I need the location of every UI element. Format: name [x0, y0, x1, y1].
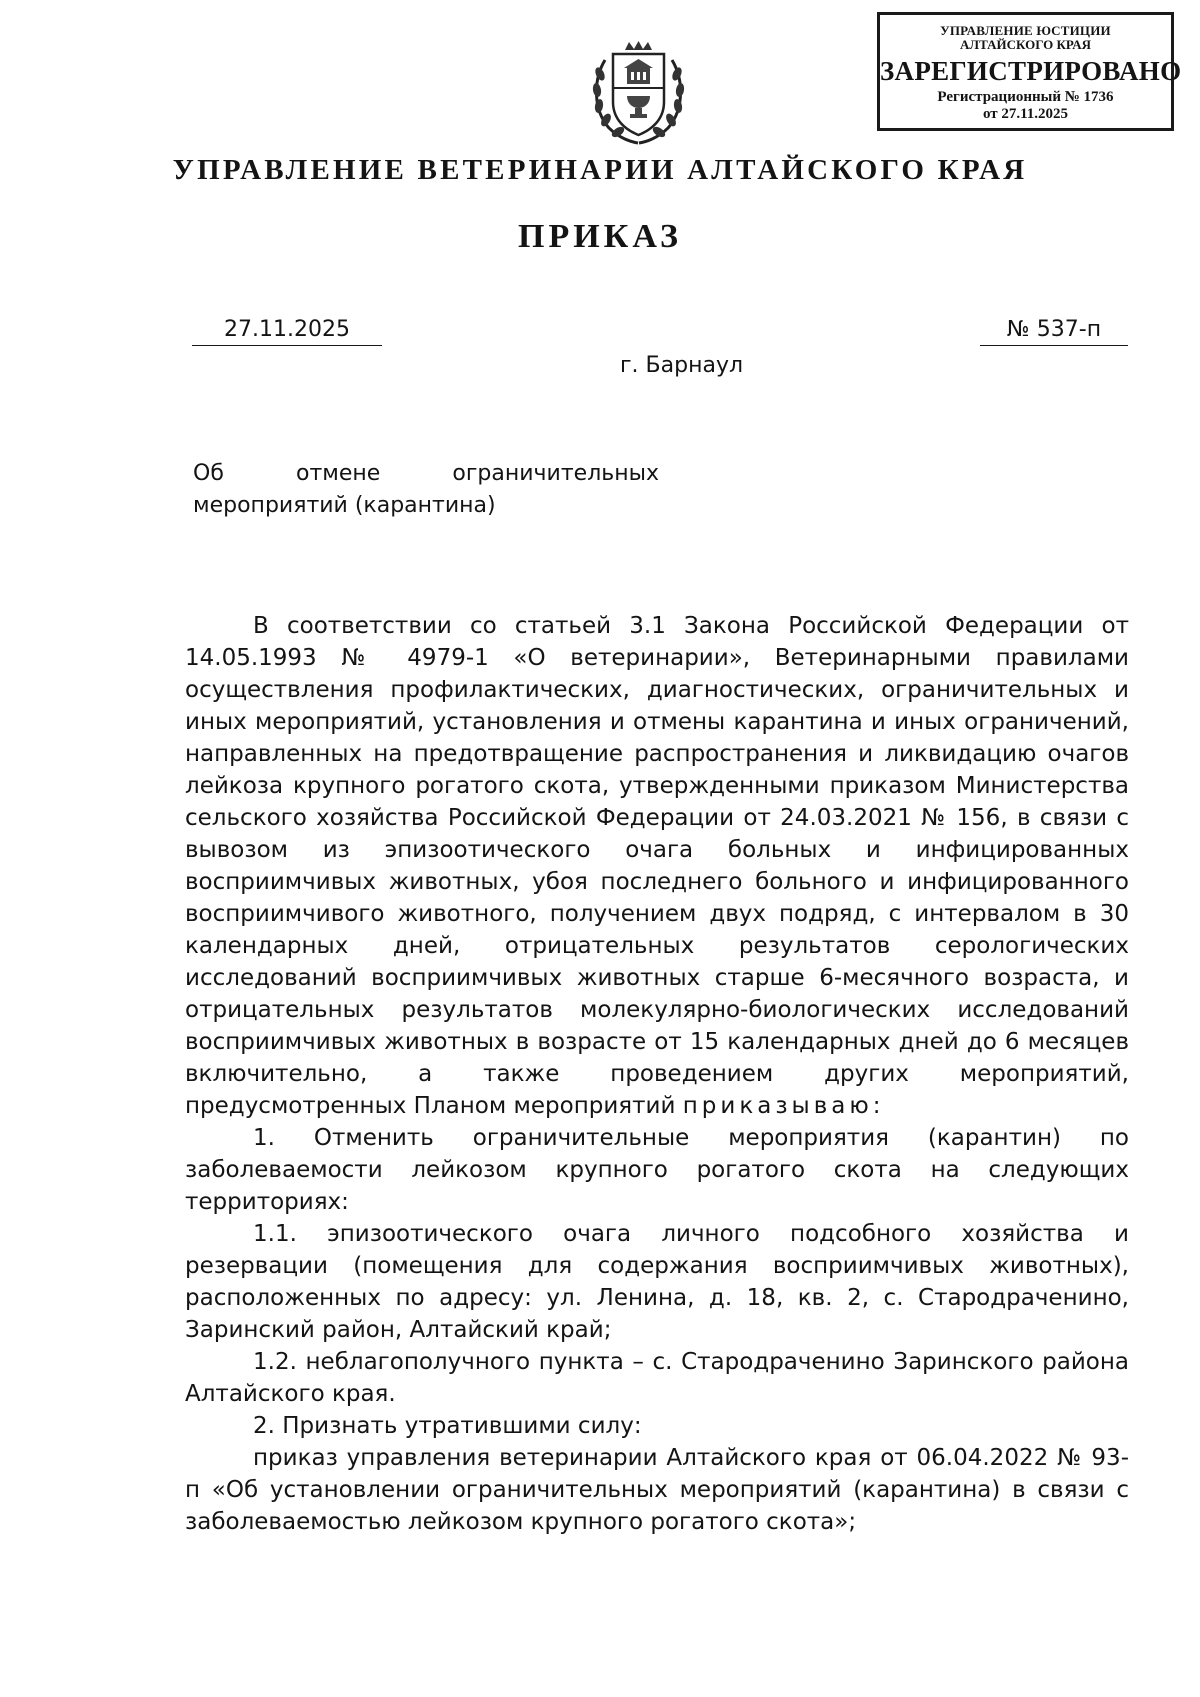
stamp-reg-number: Регистрационный № 1736	[937, 89, 1114, 105]
item-1-2: 1.2. неблагополучного пункта – с. Стародраченино Заринского района Алтайского края.	[185, 1349, 1129, 1407]
coat-of-arms-icon	[591, 40, 686, 146]
subject-line2: мероприятий (карантина)	[193, 493, 496, 518]
stamp-reg-date: от 27.11.2025	[982, 106, 1069, 122]
preamble-paragraph	[185, 610, 1129, 1122]
order-body	[185, 610, 1129, 1538]
stamp-authority-line2: АЛТАЙСКОГО КРАЯ	[960, 37, 1091, 52]
stamp-authority-line1: УПРАВЛЕНИЕ ЮСТИЦИИ	[940, 23, 1111, 38]
subject-word1: Об	[193, 461, 224, 486]
order-date: 27.11.2025	[192, 315, 382, 346]
agency-title: УПРАВЛЕНИЕ ВЕТЕРИНАРИИ АЛТАЙСКОГО КРАЯ	[172, 154, 1028, 186]
item-2-1: приказ управления ветеринарии Алтайского края от 06.04.2022 № 93-п «Об установлении ограничительных мероприятий (карантина) в связи с заболеваемостью лейкозом крупного рогатого скота»;	[185, 1445, 1129, 1535]
order-word: приказываю:	[682, 1093, 885, 1119]
subject-word3: ограничительных	[452, 461, 659, 486]
order-number: № 537-п	[980, 315, 1128, 346]
order-subject	[193, 458, 659, 522]
item-1: 1. Отменить ограничительные мероприятия (карантин) по заболеваемости лейкозом крупного рогатого скота на следующих территориях:	[185, 1125, 1129, 1215]
subject-word2: отмене	[295, 461, 381, 486]
item-1-1: 1.1. эпизоотического очага личного подсобного хозяйства и резервации (помещения для содержания восприимчивых животных), расположенных по адресу: ул. Ленина, д. 18, кв. 2, с. Стародраченино, Заринский район, Алтайский край;	[185, 1221, 1129, 1343]
order-city: г. Барнаул	[620, 353, 744, 378]
subject-line1	[193, 458, 659, 490]
document-type-title: ПРИКАЗ	[518, 218, 682, 255]
stamp-status: ЗАРЕГИСТРИРОВАНО	[880, 56, 1182, 86]
item-2: 2. Признать утратившими силу:	[253, 1413, 642, 1439]
preamble-text: В соответствии со статьей 3.1 Закона Российской Федерации от 14.05.1993 № 4979-1 «О ветеринарии», Ветеринарными правилами осуществления профилактических, диагностических, ограничительных и иных мероприятий, установления и отмены карантина и иных ограничений, направленных на предотвращение распространения и ликвидацию очагов лейкоза крупного рогатого скота, утвержденными приказом Министерства сельского хозяйства Российской Федерации от 24.03.2021 № 156, в связи с вывозом из эпизоотического очага больных и инфицированных восприимчивых животных, убоя последнего больного и инфицированного восприимчивого животного, получением двух подряд, с интервалом в 30 календарных дней, отрицательных результатов серологических исследований восприимчивых животных старше 6-месячного возраста, и отрицательных результатов молекулярно-биологических исследований восприимчивых животных в возрасте от 15 календарных дней до 6 месяцев включительно, а также проведением других мероприятий, предусмотренных Планом мероприятий	[185, 613, 1129, 1119]
registration-stamp	[877, 12, 1182, 131]
